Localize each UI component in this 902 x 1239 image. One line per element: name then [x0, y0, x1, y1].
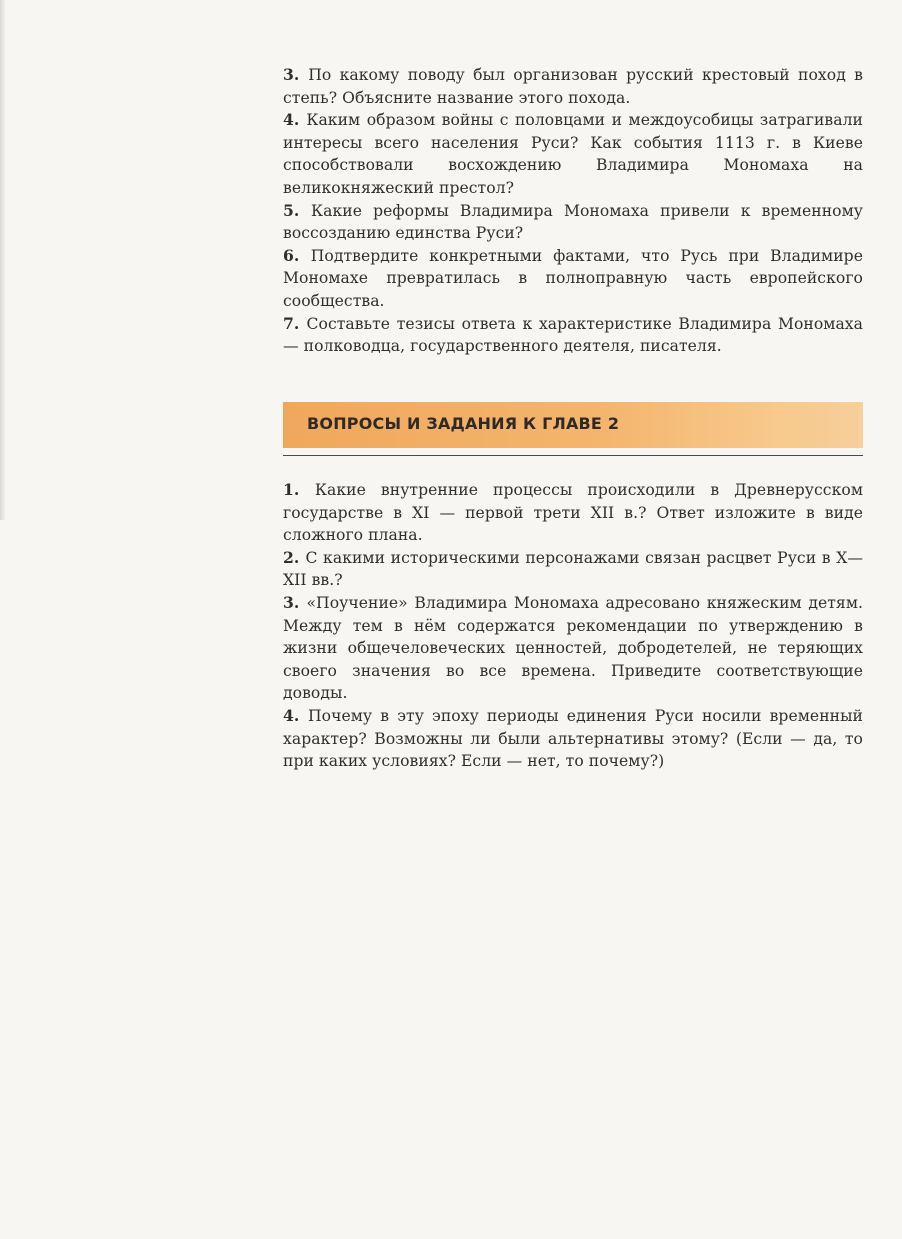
question-7: [283, 313, 863, 358]
chapter-question-3: [283, 592, 863, 705]
question-text: Какие внутренние процессы происходили в Древнерусском государстве в XI — первой трети XII в.? Ответ изложите в виде сложного плана.: [283, 481, 864, 545]
chapter-question-1: [283, 479, 863, 547]
question-number: 3.: [283, 592, 300, 612]
question-4: [283, 109, 863, 199]
question-5: [283, 200, 863, 245]
page-edge-shadow: [0, 0, 6, 520]
chapter-questions-list: [283, 479, 863, 773]
question-number: 4.: [283, 705, 300, 725]
question-text: «Поучение» Владимира Мономаха адресовано княжеским детям. Между тем в нём содержатся рекомендации по утверждению в жизни общечеловеческих ценностей, добродетелей, не теряющих своего значения во все времена. Приведите соответствующие доводы.: [283, 593, 863, 703]
section-heading-banner: [283, 402, 863, 448]
question-number: 5.: [283, 200, 300, 220]
question-text: Какие реформы Владимира Мономаха привели к временному воссозданию единства Руси?: [283, 201, 863, 243]
question-number: 3.: [283, 65, 300, 84]
question-3: [283, 64, 863, 109]
question-text: По какому поводу был организован русский крестовый поход в степь? Объясните название этого похода.: [283, 66, 864, 107]
question-text: Составьте тезисы ответа к характеристике Владимира Мономаха — полководца, государственного деятеля, писателя.: [283, 314, 863, 356]
chapter-question-2: [283, 547, 863, 592]
section-divider: [283, 455, 863, 456]
question-6: [283, 245, 863, 313]
question-number: 1.: [283, 480, 300, 499]
question-number: 4.: [283, 110, 300, 130]
question-number: 7.: [283, 313, 300, 333]
section-heading: ВОПРОСЫ И ЗАДАНИЯ К ГЛАВЕ 2: [307, 414, 620, 433]
previous-questions-list: [283, 64, 863, 358]
question-text: Подтвердите конкретными фактами, что Русь при Владимире Мономахе превратилась в полноправную часть европейского сообщества.: [283, 246, 863, 310]
question-number: 6.: [283, 245, 300, 265]
question-text: С какими историческими персонажами связан расцвет Руси в X—XII вв.?: [283, 548, 863, 590]
question-number: 2.: [283, 547, 300, 567]
question-text: Почему в эту эпоху периоды единения Руси носили временный характер? Возможны ли были альтернативы этому? (Если — да, то при каких условиях? Если — нет, то почему?): [283, 706, 863, 771]
chapter-question-4: [283, 705, 863, 773]
question-text: Каким образом войны с половцами и междоусобицы затрагивали интересы всего населения Руси? Как события 1113 г. в Киеве способствовали восхождению Владимира Мономаха на великокняжеский престол?: [283, 111, 863, 197]
